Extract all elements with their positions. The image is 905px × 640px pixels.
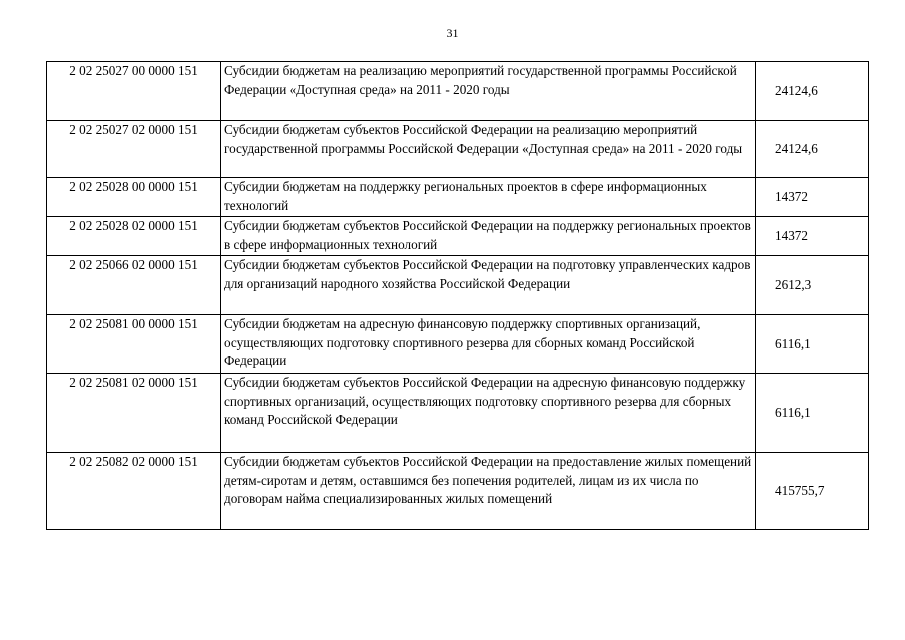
table-row — [47, 217, 869, 256]
budget-classification-code: 2 02 25028 02 0000 151 — [47, 217, 221, 256]
budget-revenue-table — [46, 61, 869, 530]
amount-value: 24124,6 — [756, 62, 869, 121]
revenue-description: Субсидии бюджетам субъектов Российской Федерации на реализацию мероприятий государственной программы Российской Федерации «Доступная среда» на 2011 - 2020 годы — [221, 121, 756, 178]
amount-value: 6116,1 — [756, 374, 869, 453]
budget-classification-code: 2 02 25027 00 0000 151 — [47, 62, 221, 121]
budget-classification-code: 2 02 25028 00 0000 151 — [47, 178, 221, 217]
table-row — [47, 315, 869, 374]
revenue-description: Субсидии бюджетам на поддержку региональных проектов в сфере информационных технологий — [221, 178, 756, 217]
budget-classification-code: 2 02 25081 02 0000 151 — [47, 374, 221, 453]
table-row — [47, 374, 869, 453]
table-row — [47, 256, 869, 315]
amount-value: 6116,1 — [756, 315, 869, 374]
budget-classification-code: 2 02 25082 02 0000 151 — [47, 453, 221, 530]
revenue-description: Субсидии бюджетам на адресную финансовую поддержку спортивных организаций, осуществляющих подготовку спортивного резерва для сборных команд Российской Федерации — [221, 315, 756, 374]
page-number: 31 — [446, 26, 459, 40]
amount-value: 14372 — [756, 178, 869, 217]
table-row — [47, 62, 869, 121]
revenue-description: Субсидии бюджетам субъектов Российской Федерации на поддержку региональных проектов в сфере информационных технологий — [221, 217, 756, 256]
budget-classification-code: 2 02 25081 00 0000 151 — [47, 315, 221, 374]
revenue-description: Субсидии бюджетам субъектов Российской Федерации на адресную финансовую поддержку спортивных организаций, осуществляющих подготовку спортивного резерва для сборных команд Российской Федерации — [221, 374, 756, 453]
amount-value: 14372 — [756, 217, 869, 256]
amount-value: 24124,6 — [756, 121, 869, 178]
revenue-description: Субсидии бюджетам на реализацию мероприятий государственной программы Российской Федерации «Доступная среда» на 2011 - 2020 годы — [221, 62, 756, 121]
table-row — [47, 121, 869, 178]
amount-value: 2612,3 — [756, 256, 869, 315]
table-row — [47, 453, 869, 530]
revenue-description: Субсидии бюджетам субъектов Российской Федерации на подготовку управленческих кадров для организаций народного хозяйства Российской Федерации — [221, 256, 756, 315]
budget-classification-code: 2 02 25066 02 0000 151 — [47, 256, 221, 315]
table-row — [47, 178, 869, 217]
revenue-description: Субсидии бюджетам субъектов Российской Федерации на предоставление жилых помещений детям-сиротам и детям, оставшимся без попечения родителей, лицам из их числа по договорам найма специализированных жилых помещений — [221, 453, 756, 530]
amount-value: 415755,7 — [756, 453, 869, 530]
budget-classification-code: 2 02 25027 02 0000 151 — [47, 121, 221, 178]
